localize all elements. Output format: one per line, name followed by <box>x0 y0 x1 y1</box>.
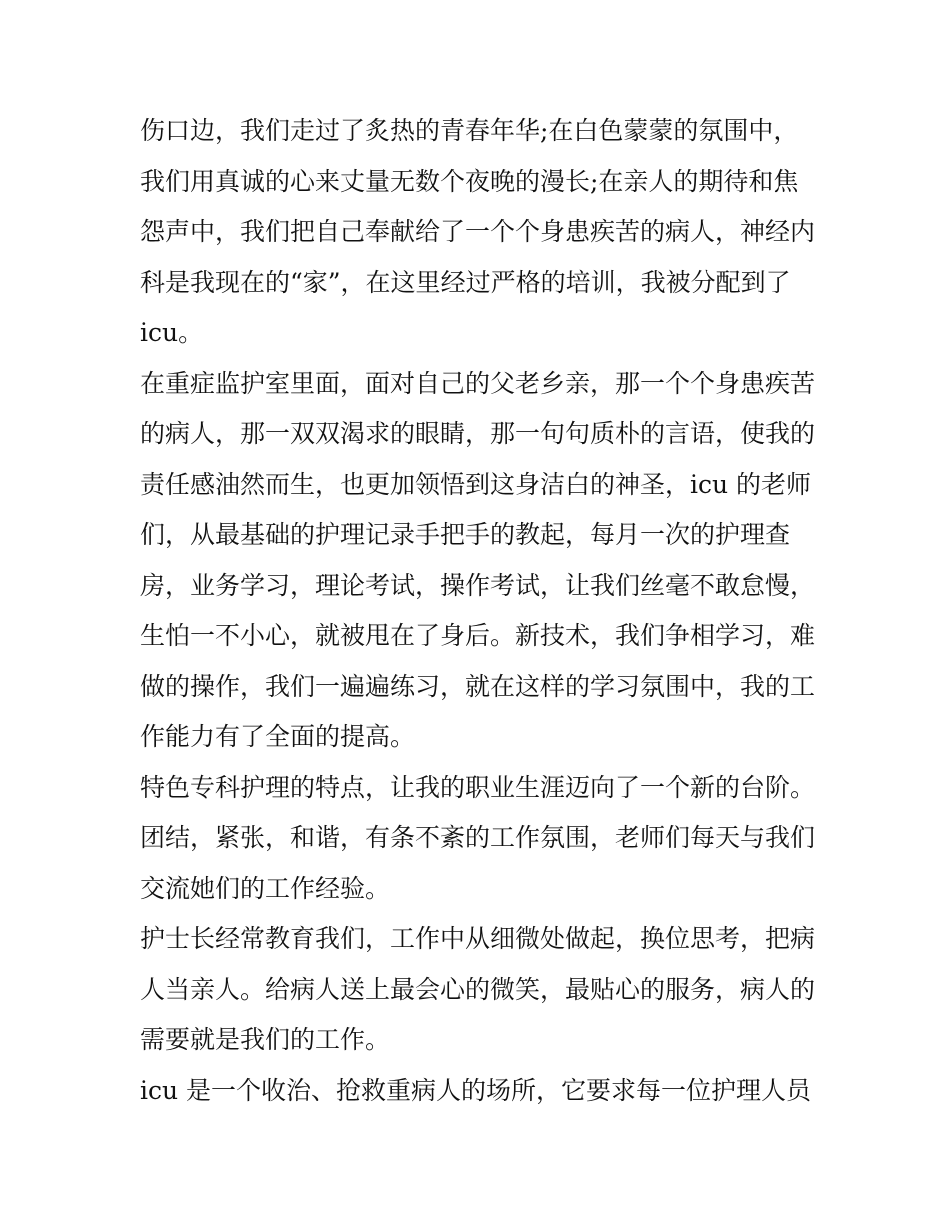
text-line: 特色专科护理的特点，让我的职业生涯迈向了一个新的台阶。 <box>140 772 816 802</box>
text-line: 护士长经常教育我们，工作中从细微处做起，换位思考，把病 <box>140 924 816 953</box>
text-line: 伤口边，我们走过了炙热的青春年华;在白色蒙蒙的氛围中， <box>140 116 799 145</box>
text-line: icu 是一个收治、抢救重病人的场所，它要求每一位护理人员 <box>140 1075 812 1105</box>
text-line: 团结，紧张，和谐，有条不紊的工作氛围，老师们每天与我们 <box>140 823 816 852</box>
text-line: 在重症监护室里面，面对自己的父老乡亲，那一个个身患疾苦 <box>140 368 816 398</box>
text-line: 做的操作，我们一遍遍练习，就在这样的学习氛围中，我的工 <box>140 671 816 701</box>
paragraph-5 <box>140 1066 816 1117</box>
paragraph-3 <box>140 763 816 915</box>
text-line: 需要就是我们的工作。 <box>140 1025 391 1054</box>
text-line: 的病人，那一双双渴求的眼睛，那一句句质朴的言语，使我的 <box>140 419 816 448</box>
text-line: 科是我现在的“家”，在这里经过严格的培训，我被分配到了 <box>140 267 791 297</box>
text-line: icu。 <box>140 318 204 347</box>
document-body <box>140 106 816 1116</box>
text-line: 人当亲人。给病人送上最会心的微笑，最贴心的服务，病人的 <box>140 974 816 1004</box>
text-line: 我们用真诚的心来丈量无数个夜晚的漫长;在亲人的期待和焦 <box>140 166 799 196</box>
text-line: 房，业务学习，理论考试，操作考试，让我们丝毫不敢怠慢， <box>140 570 816 600</box>
text-line: 作能力有了全面的提高。 <box>140 722 416 751</box>
paragraph-4 <box>140 914 816 1066</box>
paragraph-1 <box>140 106 816 359</box>
text-line: 交流她们的工作经验。 <box>140 873 391 903</box>
paragraph-2 <box>140 359 816 763</box>
text-line: 们，从最基础的护理记录手把手的教起，每月一次的护理查 <box>140 520 791 549</box>
text-line: 生怕一不小心，就被甩在了身后。新技术，我们争相学习，难 <box>140 621 816 650</box>
text-line: 责任感油然而生，也更加领悟到这身洁白的神圣，icu 的老师 <box>140 469 812 499</box>
text-line: 怨声中，我们把自己奉献给了一个个身患疾苦的病人，神经内 <box>140 217 816 246</box>
